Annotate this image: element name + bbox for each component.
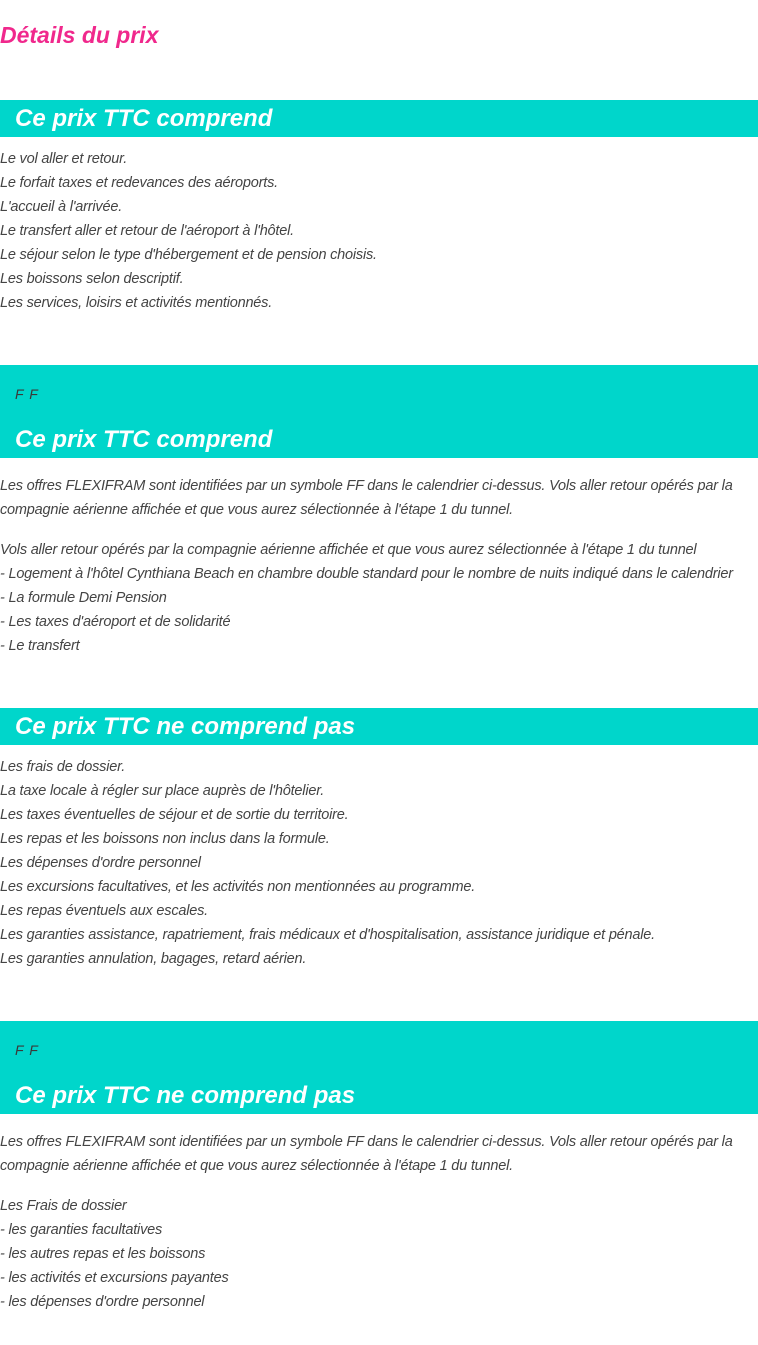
- list-item: Vols aller retour opérés par la compagnie aérienne affichée et que vous aurez sélectionnée à l'étape 1 du tunnel: [0, 542, 697, 558]
- list-item: - Logement à l'hôtel Cynthiana Beach en chambre double standard pour le nombre de nuits indiqué dans le calendrier: [0, 566, 733, 582]
- ff-includes-list: [0, 538, 758, 658]
- list-item: Les Frais de dossier: [0, 1198, 127, 1214]
- list-item: Le forfait taxes et redevances des aéroports.: [0, 175, 278, 191]
- list-item: Les frais de dossier.: [0, 759, 126, 775]
- ff-tag: F F: [15, 386, 39, 402]
- excludes-list: [0, 755, 758, 971]
- section-title: Ce prix TTC comprend: [15, 105, 273, 132]
- list-item: Les repas et les boissons non inclus dans la formule.: [0, 831, 330, 847]
- list-item: Le vol aller et retour.: [0, 151, 128, 167]
- list-item: - Le transfert: [0, 638, 80, 654]
- list-item: - les activités et excursions payantes: [0, 1270, 229, 1286]
- list-item: - les autres repas et les boissons: [0, 1246, 206, 1262]
- list-item: - La formule Demi Pension: [0, 590, 167, 606]
- section-header-ff-excludes: [0, 1021, 758, 1114]
- ff-excludes-list: [0, 1194, 758, 1314]
- list-item: Les boissons selon descriptif.: [0, 271, 184, 287]
- section-title: Ce prix TTC ne comprend pas: [15, 1082, 356, 1109]
- list-item: L'accueil à l'arrivée.: [0, 199, 123, 215]
- section-header-excludes: [0, 708, 758, 745]
- list-item: Les excursions facultatives, et les activités non mentionnées au programme.: [0, 879, 476, 895]
- list-item: Le séjour selon le type d'hébergement et de pension choisis.: [0, 247, 377, 263]
- list-item: - Les taxes d'aéroport et de solidarité: [0, 614, 231, 630]
- list-item: Le transfert aller et retour de l'aéroport à l'hôtel.: [0, 223, 294, 239]
- list-item: - les dépenses d'ordre personnel: [0, 1294, 205, 1310]
- ff-tag: F F: [15, 1042, 39, 1058]
- page-title: Détails du prix: [0, 22, 159, 48]
- includes-list: [0, 147, 758, 315]
- section-title: Ce prix TTC ne comprend pas: [15, 713, 356, 740]
- list-item: Les dépenses d'ordre personnel: [0, 855, 201, 871]
- list-item: Les garanties annulation, bagages, retard aérien.: [0, 951, 307, 967]
- list-item: Les services, loisirs et activités mentionnés.: [0, 295, 273, 311]
- flexifram-intro: Les offres FLEXIFRAM sont identifiées par un symbole FF dans le calendrier ci-dessus. Vols aller retour opérés par la compagnie aérienne affichée et que vous aurez sélectionnée à l'étape 1 du tunnel.: [0, 1134, 733, 1174]
- list-item: Les taxes éventuelles de séjour et de sortie du territoire.: [0, 807, 349, 823]
- flexifram-intro: Les offres FLEXIFRAM sont identifiées par un symbole FF dans le calendrier ci-dessus. Vols aller retour opérés par la compagnie aérienne affichée et que vous aurez sélectionnée à l'étape 1 du tunnel.: [0, 478, 733, 518]
- section-header-ff-includes: [0, 365, 758, 458]
- list-item: La taxe locale à régler sur place auprès de l'hôtelier.: [0, 783, 325, 799]
- list-item: - les garanties facultatives: [0, 1222, 163, 1238]
- list-item: Les repas éventuels aux escales.: [0, 903, 209, 919]
- section-title: Ce prix TTC comprend: [15, 426, 273, 453]
- section-header-includes: [0, 100, 758, 137]
- list-item: Les garanties assistance, rapatriement, frais médicaux et d'hospitalisation, assistance juridique et pénale.: [0, 927, 655, 943]
